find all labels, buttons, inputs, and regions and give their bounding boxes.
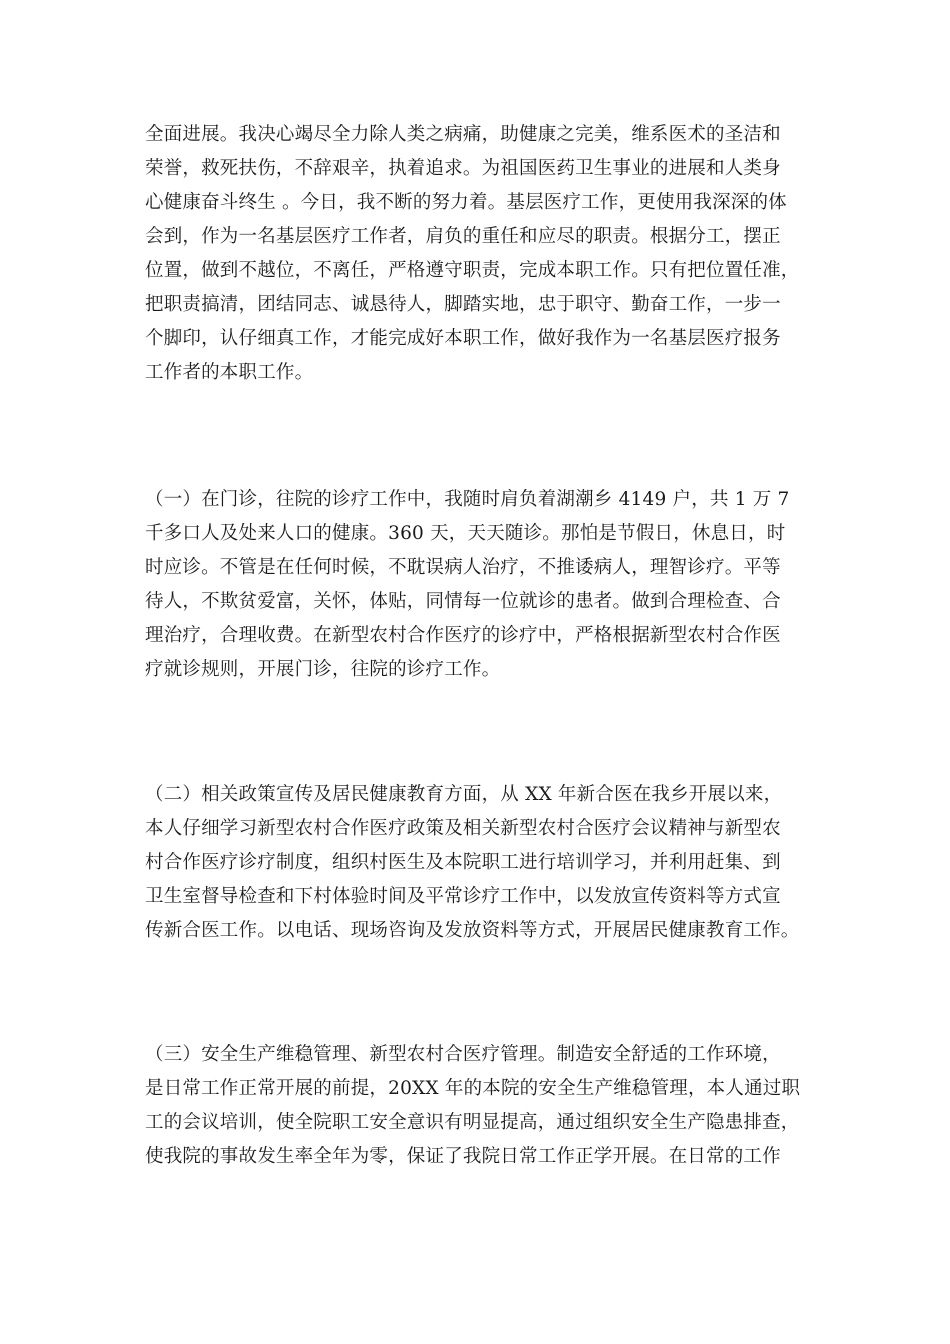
text-line: 是日常工作正常开展的前提，20XX 年的本院的安全生产维稳管理，本人通过职 — [145, 1078, 801, 1099]
paragraph-section-2 — [145, 778, 805, 948]
paragraph-section-1 — [145, 483, 805, 687]
text-line: 理治疗，合理收费。在新型农村合作医疗的诊疗中，严格根据新型农村合作医 — [145, 625, 781, 646]
text-line: 工作者的本职工作。 — [145, 362, 314, 383]
text-line: 待人，不欺贫爱富，关怀，体贴，同情每一位就诊的患者。做到合理检查、合 — [145, 591, 781, 612]
text-line: 全面进展。我决心竭尽全力除人类之病痛，助健康之完美，维系医术的圣洁和 — [145, 124, 781, 145]
text-line: （二）相关政策宣传及居民健康教育方面，从 XX 年新合医在我乡开展以来， — [145, 784, 783, 805]
text-line: 疗就诊规则，开展门诊，往院的诊疗工作。 — [145, 659, 501, 680]
text-line: 千多口人及处来人口的健康。360 天，天天随诊。那怕是节假日，休息日，时 — [145, 523, 786, 544]
text-line: 卫生室督导检查和下村体验时间及平常诊疗工作中，以发放宣传资料等方式宣 — [145, 886, 781, 907]
text-line: 位置，做到不越位，不离任，严格遵守职责，完成本职工作。只有把位置任准， — [145, 260, 800, 281]
text-line: 工的会议培训，使全院职工安全意识有明显提高，通过组织安全生产隐患排查， — [145, 1112, 800, 1133]
text-line: 传新合医工作。以电话、现场咨询及发放资料等方式，开展居民健康教育工作。 — [145, 920, 800, 941]
text-line: 荣誉，救死扶伤，不辞艰辛，执着追求。为祖国医药卫生事业的进展和人类身 — [145, 158, 781, 179]
text-line: 村合作医疗诊疗制度，组织村医生及本院职工进行培训学习，并利用赶集、到 — [145, 852, 781, 873]
text-line: 本人仔细学习新型农村合作医疗政策及相关新型农村合医疗会议精神与新型农 — [145, 818, 781, 839]
text-line: （三）安全生产维稳管理、新型农村合医疗管理。制造安全舒适的工作环境， — [145, 1044, 781, 1065]
text-line: 会到，作为一名基层医疗工作者，肩负的重任和应尽的职责。根据分工，摆正 — [145, 226, 781, 247]
text-line: 个脚印，认仔细真工作，才能完成好本职工作，做好我作为一名基层医疗报务 — [145, 328, 781, 349]
text-line: 把职责搞清，团结同志、诚恳待人，脚踏实地，忠于职守、勤奋工作，一步一 — [145, 294, 781, 315]
paragraph-section-3 — [145, 1038, 805, 1174]
text-line: 使我院的事故发生率全年为零，保证了我院日常工作正学开展。在日常的工作 — [145, 1146, 781, 1167]
text-line: 心健康奋斗终生 。今日，我不断的努力着。基层医疗工作，更使用我深深的体 — [145, 192, 787, 213]
text-line: （一）在门诊，往院的诊疗工作中，我随时肩负着湖潮乡 4149 户，共 1 万 7 — [145, 489, 790, 510]
text-line: 时应诊。不管是在任何时候，不耽误病人治疗，不推诿病人，理智诊疗。平等 — [145, 557, 781, 578]
paragraph-intro — [145, 118, 805, 390]
